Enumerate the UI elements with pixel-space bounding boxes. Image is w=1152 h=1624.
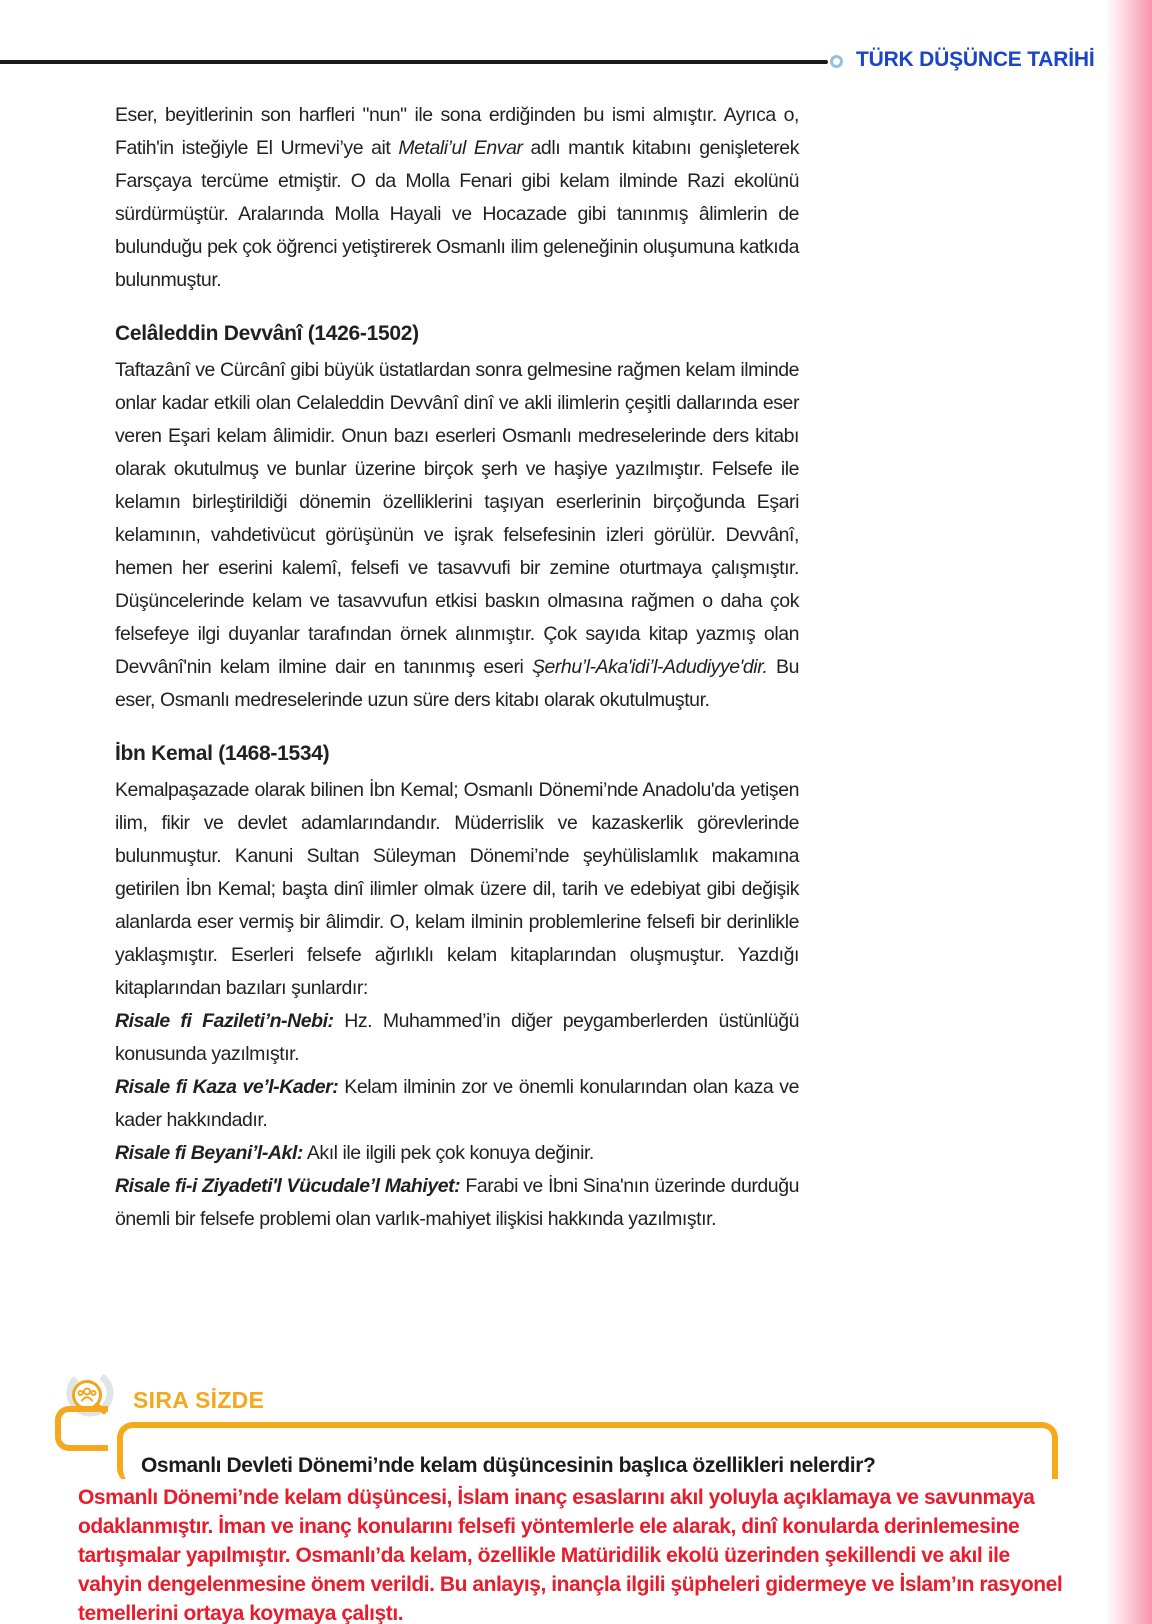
section-heading-devvani: Celâleddin Devvânî (1426-1502) bbox=[115, 322, 419, 345]
sira-sizde-label: SIRA SİZDE bbox=[133, 1387, 265, 1413]
work-desc: Akıl ile ilgili pek çok konuya değinir. bbox=[302, 1142, 594, 1164]
paragraph-text: adlı mantık kitabını genişleterek Farsçaya tercüme etmiştir. O da Molla Fenari gibi kelam ilminde Razi ekolünü sürdürmüştür. Aralarında Molla Hayali ve Hocazade gibi tanınmış âlimlerin de bulunduğu pek çok öğrenci yetiştirerek Osmanlı ilim geleneğinin oluşumuna katkıda bulunmuştur. bbox=[115, 137, 799, 291]
page-edge-pink-strip bbox=[1106, 0, 1152, 1624]
work-item bbox=[115, 1005, 799, 1071]
header-rule bbox=[0, 60, 828, 64]
header-dot-icon bbox=[830, 55, 843, 68]
book-title-italic: Şerhu’l-Aka'idi’l-Adudiyye'dir. bbox=[531, 656, 768, 678]
paragraph-ibn-kemal: Kemalpaşazade olarak bilinen İbn Kemal; Osmanlı Dönemi’nde Anadolu'da yetişen ilim, fikir ve devlet adamlarındandır. Müderrislik ve kazaskerlik görevlerinde bulunmuştur. Kanuni Sultan Süleyman Dönemi’nde şeyhülislamlık makamına getirilen İbn Kemal; başta dinî ilimler olmak üzere dil, tarih ve edebiyat gibi değişik alanlarda eser vermiş bir âlimdir. O, kelam ilminin problemlerine felsefi bir derinlikle yaklaşmıştır. Eserleri felsefe ağırlıklı kelam kitaplarından oluşmuştur. Yazdığı kitaplarından bazıları şunlardır: bbox=[115, 779, 799, 999]
paragraph-text: Bu eser, Osmanlı medreselerinde uzun süre ders kitabı olarak okutulmuştur. bbox=[115, 656, 799, 711]
work-desc: Hz. Muhammed’in diğer peygamberlerden üstünlüğü konusunda yazılmıştır. bbox=[115, 1010, 799, 1065]
paragraph-text: Taftazânî ve Cürcânî gibi büyük üstatlardan sonra gelmesine rağmen kelam ilminde onlar kadar etkili olan Celaleddin Devvânî dinî ve akli ilimlerin çeşitli dallarında eser veren Eşari kelam âlimidir. Onun bazı eserleri Osmanlı medreselerinde ders kitabı olarak okutulmuş ve bunlar üzerine birçok şerh ve haşiye yazılmıştır. Felsefe ile kelamın birleştirildiği dönemin özelliklerini taşıyan eserlerinin birçoğunda Eşari kelamının, vahdetivücut görüşünün ve işrak felsefesinin izleri görülür. Devvânî, hemen her eserini kalemî, felsefi ve tasavvufi bir zemine oturtmaya çalışmıştır. Düşüncelerinde kelam ve tasavvufun etkisi baskın olmasına rağmen o daha çok felsefeye ilgi duyanlar tarafından örnek alınmıştır. Çok sayıda kitap yazmış olan Devvânî'nin kelam ilmine dair en tanınmış eseri bbox=[115, 359, 799, 678]
page-header-title: TÜRK DÜŞÜNCE TARİHİ bbox=[856, 48, 1095, 71]
paragraph-text: Eser, beyitlerinin son harfleri "nun" ile sona erdiğinden bu ismi almıştır. Ayrıca o, Fatih'in isteğiyle El Urmevi’ye ait bbox=[115, 104, 799, 159]
handwritten-answer-text: Osmanlı Dönemi’nde kelam düşüncesi, İslam inanç esaslarını akıl yoluyla açıklamaya ve savunmaya odaklanmıştır. İman ve inanç konularını felsefi yöntemlerle ele alarak, dinî konularda derinlemesine tartışmalar yapılmıştır. Osmanlı’da kelam, özellikle Matüridilik ekolü üzerinden şekillendi ve akıl ile vahyin dengelenmesine önem verildi. Bu anlayış, inançla ilgili şüpheleri gidermeye ve İslam’ın rasyonel temellerini ortaya koymaya çalıştı. bbox=[78, 1479, 1066, 1624]
paragraph-hayali bbox=[115, 99, 799, 297]
work-title: Risale fi Kaza ve’l-Kader: bbox=[115, 1076, 339, 1098]
work-desc: Farabi ve İbni Sina'nın üzerinde durduğu önemli bir felsefe problemi olan varlık-mahiyet ilişkisi hakkında yazılmıştır. bbox=[115, 1175, 799, 1230]
section-heading-ibn-kemal: İbn Kemal (1468-1534) bbox=[115, 742, 330, 765]
work-desc: Kelam ilminin zor ve önemli konularından olan kaza ve kader hakkındadır. bbox=[115, 1076, 799, 1131]
work-item bbox=[115, 1071, 799, 1137]
work-title: Risale fi-i Ziyadeti'l Vücudale’l Mahiyet: bbox=[115, 1175, 461, 1197]
paragraph-devvani bbox=[115, 354, 799, 717]
work-item bbox=[115, 1170, 799, 1236]
book-title-italic: Metali’ul Envar bbox=[398, 137, 523, 159]
body-column bbox=[115, 99, 799, 1236]
work-title: Risale fi Beyani’l-Akl: bbox=[115, 1142, 303, 1164]
question-text: Osmanlı Devleti Dönemi’nde kelam düşüncesinin başlıca özellikleri nelerdir? bbox=[141, 1454, 876, 1477]
work-title: Risale fi Fazileti’n-Nebi: bbox=[115, 1010, 334, 1032]
work-item bbox=[115, 1137, 799, 1170]
sira-left-bracket bbox=[55, 1406, 108, 1451]
question-box bbox=[117, 1422, 1058, 1484]
